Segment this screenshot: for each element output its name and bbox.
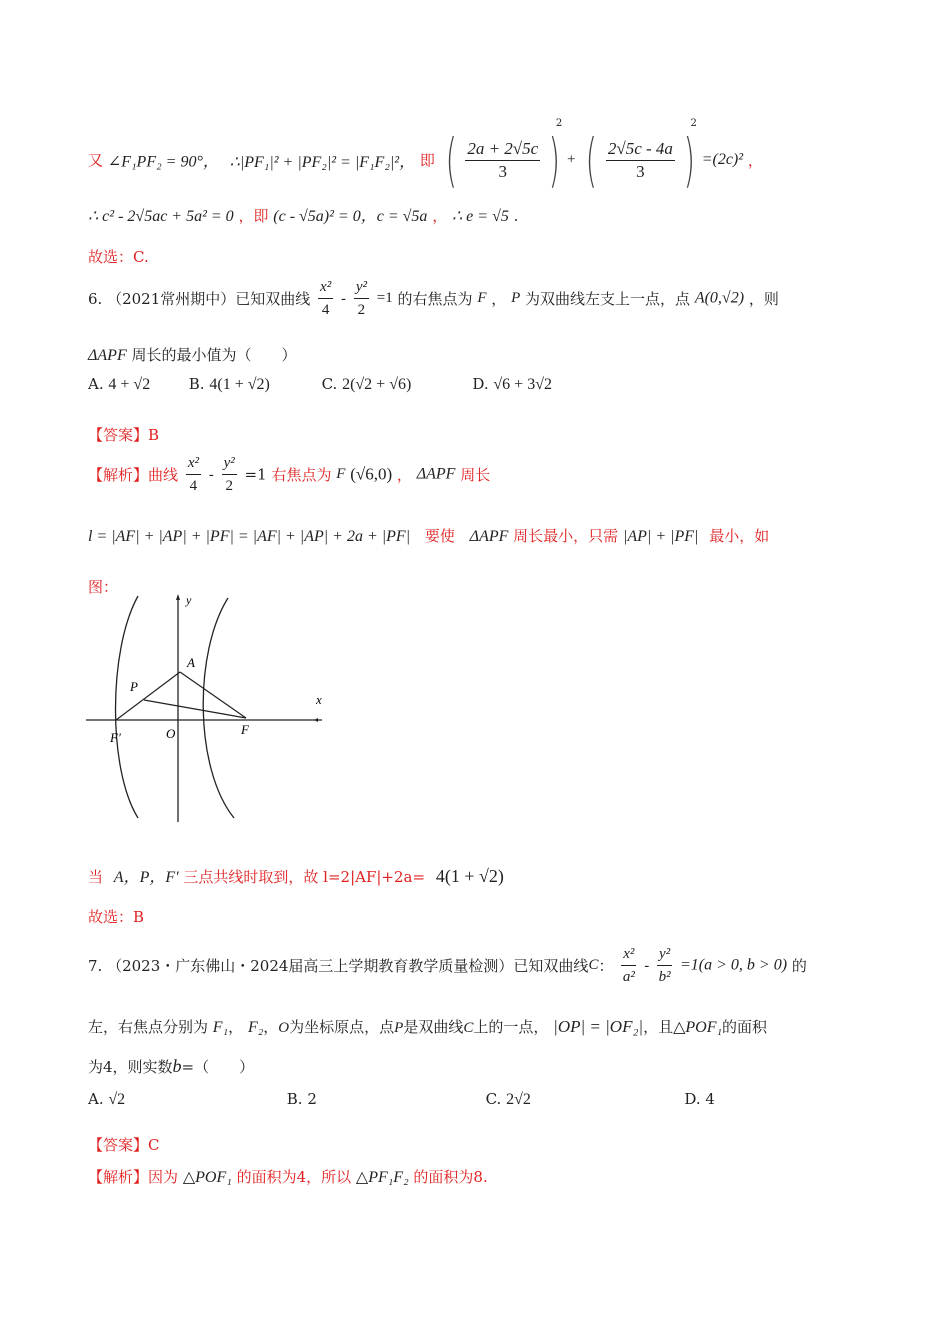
q7-line2-a: 左，右焦点分别为 — [88, 1018, 209, 1036]
q6-analysis-line-3: 图： — [88, 578, 119, 596]
ana1-F: F — [336, 466, 346, 482]
right-branch — [203, 598, 234, 818]
frac-den: a² — [622, 969, 635, 985]
axes — [86, 596, 322, 822]
q7-line3-a: 为4，则实数 — [88, 1058, 173, 1076]
q7-line2-b: ， — [263, 1018, 279, 1036]
ana1-tri: ΔAPF — [416, 465, 456, 483]
fraction-2-numerator: 2√5c - 4a — [606, 138, 675, 161]
option-label: C. — [321, 375, 338, 393]
q6-analysis-line-2 — [88, 525, 769, 546]
q7-option-c — [486, 1090, 680, 1109]
minus: - — [644, 956, 650, 975]
perimeter-formula: l = |AF| + |AP| + |PF| = |AF| + |AP| + 2a + |PF| — [88, 528, 411, 545]
line-A-F — [180, 672, 246, 718]
frac-den: 2 — [225, 478, 233, 494]
q7-comma: ， — [228, 1018, 244, 1036]
frac-den: 4 — [189, 478, 198, 494]
q6-line2-text: 周长的最小值为（ ） — [131, 346, 297, 364]
q7-options — [88, 1090, 824, 1109]
q7-option-b — [287, 1090, 481, 1108]
q7-de: 的 — [791, 957, 807, 975]
q6-stem-a: 6. （2021常州期中）已知双曲线 — [88, 290, 311, 308]
pythagorean-relation: ∴|PF₁|² + |PF₂|² = |F₁F₂|²， — [229, 153, 416, 171]
line-F-prime-A — [116, 672, 180, 720]
q7-C2: C — [463, 1020, 474, 1036]
option-label: D. — [472, 375, 489, 393]
q6-stem-d: 为双曲线左支上一点，点 — [525, 290, 691, 308]
fraction-2 — [606, 138, 675, 183]
q6-ana-frac-x — [186, 452, 201, 497]
q7-frac-x — [621, 943, 636, 988]
q7-analysis-line — [88, 1166, 488, 1187]
q7-P: P — [394, 1020, 404, 1036]
q7-line2-c: 为坐标原点，点 — [289, 1018, 395, 1036]
q7-option-a — [88, 1090, 282, 1109]
option-label: B. — [188, 375, 205, 393]
q6-option-b — [189, 375, 317, 394]
option-label: A. — [88, 375, 104, 393]
q7-line2-g: 的面积 — [722, 1018, 768, 1036]
origin-label: O — [166, 726, 176, 741]
ana1-a: 曲线 — [148, 466, 179, 484]
q6-final: 故选：B — [88, 908, 145, 926]
left-branch — [116, 596, 139, 818]
square-equation: (c - √5a)² = 0，c = √5a — [273, 208, 428, 225]
point-F-label: F — [241, 722, 249, 737]
derivation-line-2 — [88, 203, 518, 226]
q6-option-c — [322, 375, 468, 394]
answer-tag: 【答案】 — [88, 1136, 149, 1154]
option-value: √2 — [108, 1091, 126, 1108]
analysis-tag: 【解析】 — [88, 466, 149, 484]
q7-F1: F₁ — [212, 1019, 229, 1036]
q7-abs-eq: |OP| = |OF₂| — [553, 1017, 644, 1036]
fraction-1-numerator: 2a + 2√5c — [465, 138, 540, 161]
q7-answer-line — [88, 1134, 160, 1155]
q7-b: b — [172, 1056, 182, 1076]
frac-num: y² — [657, 943, 672, 966]
q7-line2-f: ，且 — [643, 1018, 674, 1036]
answer-tag: 【答案】 — [88, 426, 149, 444]
ana1-b: 右焦点为 — [271, 466, 332, 484]
ana1-d: 周长 — [460, 466, 491, 484]
q6-eq: =1 — [376, 290, 393, 306]
q7-stem-line-1 — [88, 943, 807, 988]
ana2-b: 周长最小，只需 — [513, 527, 619, 545]
frac-num: x² — [621, 943, 636, 966]
q7-option-d — [684, 1090, 824, 1108]
q6-stem-c: ， — [491, 290, 507, 308]
q6-frac-x-num: x² — [318, 276, 333, 299]
rhs-equation: =(2c)² — [701, 151, 744, 168]
q6-stem-line-2 — [88, 344, 297, 365]
answer-value: C — [148, 1136, 160, 1154]
option-value: √6 + 3√2 — [493, 376, 552, 393]
angle-condition: ∠F₁PF₂ = 90°， — [107, 153, 219, 171]
q6-frac-y-den: 2 — [357, 302, 366, 318]
q7-colon: ： — [598, 957, 614, 975]
y-label: y — [186, 593, 192, 607]
frac-den: b² — [658, 969, 671, 985]
line-end: ， — [747, 151, 763, 170]
ji-text-2: ，即 — [238, 207, 269, 225]
ana4-value: 4(1 + √2) — [435, 866, 504, 886]
q6-stem-line-1 — [88, 276, 779, 321]
fraction-2-denominator: 3 — [636, 161, 645, 181]
q7-F2: F₂ — [247, 1019, 264, 1036]
option-label: C. — [485, 1090, 502, 1108]
q7-ana-a: 因为 — [148, 1168, 179, 1186]
q7-ana-tri2: △PF₁F₂ — [355, 1169, 409, 1186]
point-P-label: P — [130, 679, 138, 694]
eccentricity-result: ∴ e = √5 — [452, 208, 509, 225]
option-label: D. — [684, 1090, 701, 1108]
line-P-F — [144, 700, 246, 718]
q7-tri: △POF₁ — [673, 1019, 723, 1036]
q6-ana-frac-y — [222, 452, 237, 497]
x-label: x — [316, 692, 322, 707]
frac-num: x² — [186, 452, 201, 475]
q7-condition: =1(a > 0, b > 0) — [679, 956, 788, 974]
option-value: 4 — [705, 1090, 715, 1108]
plus-sign: + — [566, 151, 576, 168]
q6-analysis-line-1 — [88, 452, 490, 497]
option-value: 2(√2 + √6) — [342, 376, 412, 393]
ana1-c: ， — [396, 466, 412, 484]
period: . — [513, 207, 519, 225]
q6-answer-line — [88, 424, 159, 445]
q7-O: O — [278, 1020, 290, 1036]
hyperbola-figure — [86, 590, 338, 822]
answer-value: B — [148, 426, 160, 444]
q6-triangle: ΔAPF — [88, 347, 127, 364]
option-value: 2 — [307, 1090, 317, 1108]
q7-line3-b: =（ ） — [181, 1058, 255, 1076]
q7-stem-line-2 — [88, 1016, 767, 1037]
left-paren-2: ( — [585, 126, 598, 194]
q6-stem-e: ，则 — [748, 290, 779, 308]
y-axis-arrow-icon — [176, 594, 180, 600]
option-value: 4(1 + √2) — [209, 376, 270, 393]
fraction-1-denominator: 3 — [498, 161, 507, 181]
ana4-points: A，P，F′ — [113, 869, 179, 886]
q6-A-point: A(0,√2) — [694, 289, 745, 307]
ana2-c: 最小，如 — [709, 527, 770, 545]
option-value: 2√2 — [506, 1091, 531, 1108]
answer-q5: 故选：C. — [88, 248, 149, 266]
prefix-text: 又 — [88, 151, 104, 170]
quadratic-equation: ∴ c² - 2√5ac + 5a² = 0 — [88, 208, 234, 225]
analysis-tag: 【解析】 — [88, 1168, 149, 1186]
q7-ana-tri1: △POF₁ — [182, 1169, 232, 1186]
q6-stem-b: 的右焦点为 — [397, 290, 473, 308]
q7-ana-b: 的面积为4，所以 — [236, 1168, 352, 1186]
point-F-prime-label: F′ — [110, 730, 121, 745]
minus: - — [208, 465, 214, 484]
ana1-eq: =1 — [244, 465, 267, 484]
q6-F: F — [477, 290, 487, 306]
ana4-a: 当 — [88, 868, 104, 886]
x-axis-arrow-icon — [314, 718, 318, 722]
option-label: A. — [88, 1090, 104, 1108]
ana4-b: 三点共线时取到，故 l=2|AF|+2a= — [183, 868, 426, 886]
q6-frac-y — [354, 276, 369, 321]
ana1-coord: (√6,0) — [350, 464, 393, 484]
q7-frac-y — [657, 943, 672, 988]
q7-ana-c: 的面积为8. — [413, 1168, 488, 1186]
q7-stem-line-3 — [88, 1056, 254, 1077]
ana2-a: 要使 — [424, 527, 455, 545]
q7-line2-e: 上的一点， — [473, 1018, 549, 1036]
q7-line2-d: 是双曲线 — [403, 1018, 464, 1036]
frac-num: y² — [222, 452, 237, 475]
q6-P: P — [511, 290, 521, 306]
point-A-label: A — [187, 655, 195, 670]
q6-frac-x-den: 4 — [321, 302, 330, 318]
option-value: 4 + √2 — [108, 376, 151, 393]
q6-frac-x — [318, 276, 333, 321]
ana2-tri: ΔAPF — [469, 528, 509, 545]
q6-option-a — [88, 375, 184, 394]
ana2-abs: |AP| + |PF| — [622, 528, 699, 545]
derivation-line-1: 又 ∠F₁PF₂ = 90°， ∴|PF₁|² + |PF₂|² = |F₁F₂|²， 即 ( $\frac{2a + 2√5c}{3}$ )$^2$ + ( $\frac{2√5c - 4a}{3}$ )$^2$ =(2c)² ， — [88, 118, 763, 194]
q7-C: C — [588, 957, 599, 973]
q6-analysis-line-4 — [88, 864, 504, 887]
right-paren-2: ) — [683, 126, 695, 194]
q6-frac-y-num: y² — [354, 276, 369, 299]
right-paren-1: ) — [548, 126, 561, 194]
fraction-1 — [465, 138, 540, 183]
q7-stem-a: 7. （2023・广东佛山・2024届高三上学期教育教学质量检测）已知双曲线 — [88, 957, 589, 975]
q6-options — [88, 375, 612, 394]
ji-text: 即 — [419, 151, 435, 170]
left-paren-1: ( — [445, 126, 457, 194]
q6-minus: - — [340, 289, 347, 308]
separator: ， — [432, 207, 448, 225]
q6-option-d — [472, 375, 612, 394]
option-label: B. — [286, 1090, 303, 1108]
